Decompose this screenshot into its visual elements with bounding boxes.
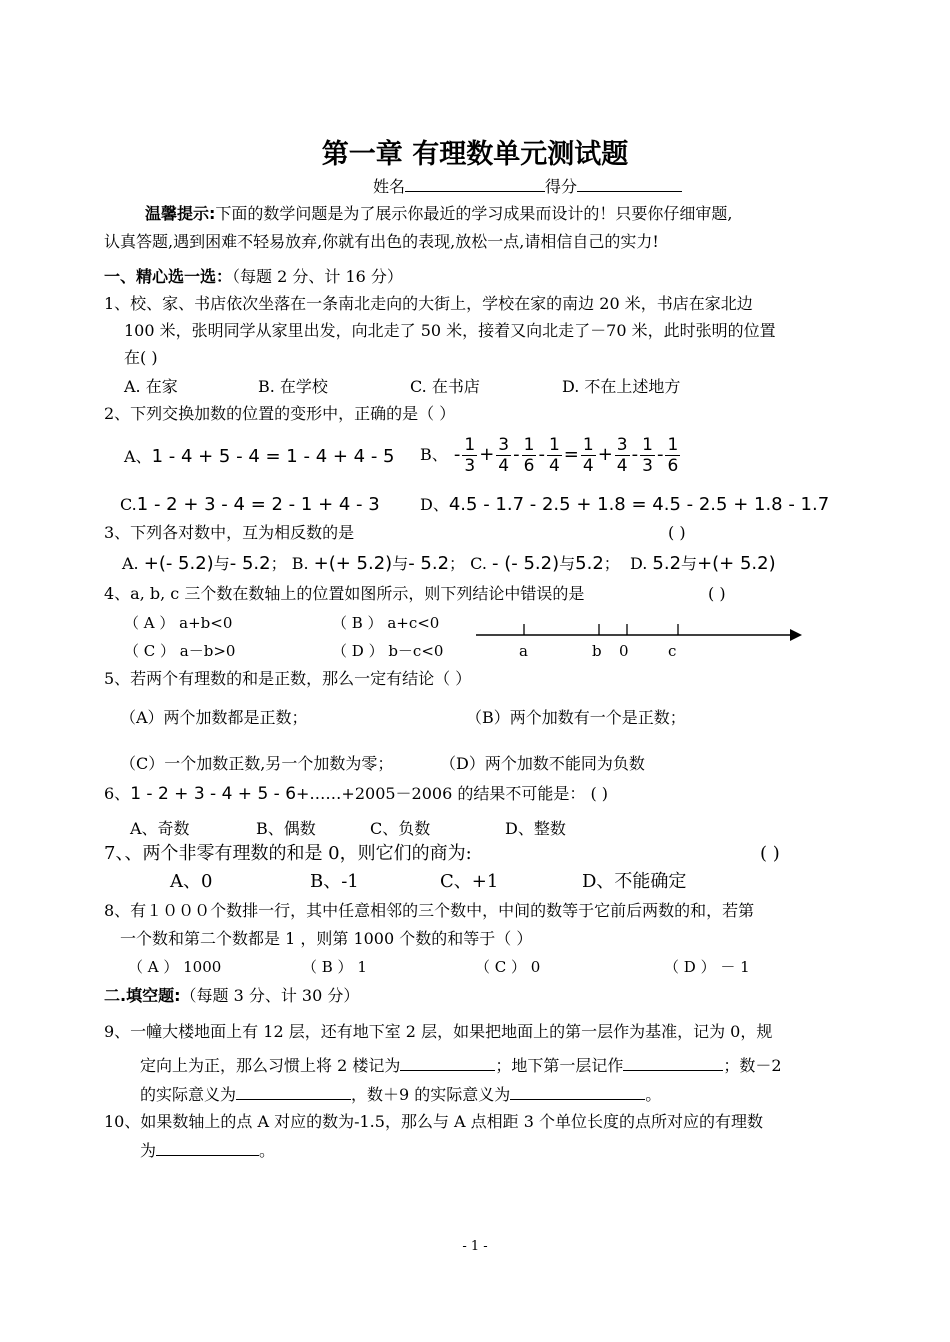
- q7-option-a[interactable]: A、0: [170, 871, 213, 892]
- fraction-numerator: 1: [667, 435, 679, 455]
- name-blank[interactable]: [405, 175, 545, 192]
- q2-option-d[interactable]: [420, 494, 829, 516]
- q9-line-1: 9、一幢大楼地面上有 12 层，还有地下室 2 层，如果把地面上的第一层作为基准，记为 0，规: [104, 1022, 773, 1041]
- q6-option-d[interactable]: D、整数: [505, 819, 566, 838]
- q2-option-b[interactable]: [420, 430, 681, 480]
- q4-stem: 4、a, b, c 三个数在数轴上的位置如图所示，则下列结论中错误的是: [104, 584, 585, 603]
- q8-line-1: 8、有１０００个数排一行，其中任意相邻的三个数中，中间的数等于它前后两数的和，若第: [104, 901, 755, 920]
- fraction-numerator: 1: [642, 435, 653, 455]
- q2-b-fraction: [547, 435, 562, 476]
- page-number: - 1 -: [462, 1239, 488, 1254]
- q2-b-fraction: [665, 435, 680, 476]
- q2-d-expr: 4.5 - 1.7 - 2.5 + 1.8 = 4.5 - 2.5 + 1.8 - 1.7: [448, 494, 830, 515]
- q3-stem: 3、下列各对数中，互为相反数的是: [104, 523, 355, 542]
- fraction-numerator: 1: [548, 435, 560, 455]
- q9-blank-3[interactable]: [236, 1083, 351, 1100]
- q10-line-1: 10、如果数轴上的点 A 对应的数为-1.5，那么与 A 点相距 3 个单位长度的点所对应的有理数: [104, 1112, 764, 1131]
- section-1-note: （每题 2 分、计 16 分）: [232, 267, 403, 286]
- q5-stem: 5、若两个有理数的和是正数，那么一定有结论（ ）: [104, 669, 472, 688]
- fraction-denominator: 6: [523, 456, 535, 476]
- axis-label-a: a: [519, 642, 528, 660]
- q2-b-label: B、: [420, 445, 448, 464]
- fraction-denominator: 4: [548, 456, 560, 476]
- q5-option-c[interactable]: （C）一个加数正数,另一个加数为零；: [120, 754, 394, 773]
- axis-label-c: c: [668, 642, 677, 660]
- q3-sep-3: ；: [603, 554, 620, 573]
- q2-b-operator: -: [538, 444, 545, 465]
- q1-line-1: 1、校、家、书店依次坐落在一条南北走向的大街上，学校在家的南边 20 米，书店在家北边: [104, 294, 753, 313]
- q4-option-a[interactable]: （ A ） a+b<0: [124, 614, 233, 632]
- q7-stem: 7、、两个非零有理数的和是 0，则它们的商为:: [104, 843, 472, 864]
- q3-a-expr2: - 5.2: [229, 553, 271, 574]
- q9-text-3b: ，数＋9 的实际意义为: [351, 1085, 511, 1104]
- fraction-denominator: 3: [464, 456, 476, 476]
- q9-blank-2[interactable]: [623, 1054, 723, 1071]
- q2-c-label: C.: [120, 495, 137, 514]
- q3-d-mid: 与: [681, 554, 698, 573]
- q3-b-expr: +(+ 5.2): [313, 553, 393, 574]
- q10-text-2b: 。: [259, 1141, 276, 1160]
- q3-b-expr2: - 5.2: [408, 553, 450, 574]
- q3-c-mid: 与: [559, 554, 576, 573]
- number-line: [470, 618, 810, 664]
- q3-a-mid: 与: [213, 554, 230, 573]
- q8-option-c[interactable]: （ C ） 0: [475, 958, 541, 976]
- q8-line-2: 一个数和第二个数都是 1 ，则第 1000 个数的和等于（ ）: [120, 929, 533, 948]
- fraction-denominator: 4: [582, 456, 594, 476]
- q3-c-expr: - (- 5.2): [492, 553, 560, 574]
- q6-expr: 1 - 2 + 3 - 4 + 5 - 6: [130, 784, 297, 804]
- q3-a-expr: +(- 5.2): [143, 553, 214, 574]
- fraction-numerator: 3: [498, 435, 510, 455]
- q4-paren: ( ): [708, 584, 726, 603]
- q1-option-d[interactable]: D. 不在上述地方: [562, 377, 681, 396]
- q9-text-2b: ；地下第一层记作: [495, 1056, 624, 1075]
- section-2-title: 二.填空题:: [104, 986, 181, 1005]
- q9-line-3: [140, 1083, 661, 1106]
- q5-option-b[interactable]: （B）两个加数有一个是正数；: [466, 708, 686, 727]
- q2-b-operator: =: [563, 444, 579, 465]
- q2-b-operator: -: [453, 444, 461, 465]
- q1-option-c[interactable]: C. 在书店: [410, 377, 480, 396]
- q2-b-fraction: [462, 435, 477, 476]
- q2-b-fraction: [496, 435, 511, 476]
- name-label: 姓名: [373, 177, 406, 196]
- tip-line-2: 认真答题,遇到困难不轻易放弃,你就有出色的表现,放松一点,请相信自己的实力!: [104, 232, 659, 251]
- q8-option-d[interactable]: （ D ） － 1: [664, 958, 750, 976]
- number-line-arrow-icon: [790, 629, 802, 641]
- q10-line-2: [140, 1139, 275, 1162]
- q3-c-label[interactable]: C.: [470, 554, 487, 573]
- q9-blank-1[interactable]: [400, 1054, 495, 1071]
- q2-b-fraction: [640, 435, 655, 476]
- q9-text-2c: ；数－2: [723, 1056, 782, 1075]
- q4-option-d[interactable]: （ D ） b－c<0: [332, 642, 444, 660]
- q3-b-label[interactable]: B.: [291, 554, 309, 573]
- tip-label: 温馨提示:: [145, 204, 216, 223]
- q7-option-b[interactable]: B、-1: [310, 871, 359, 892]
- q10-text-2a: 为: [140, 1141, 157, 1160]
- q2-b-operator: +: [479, 444, 495, 465]
- tip-line-1: [145, 203, 733, 225]
- q6-option-b[interactable]: B、偶数: [256, 819, 316, 838]
- axis-label-b: b: [592, 642, 602, 660]
- q3-options: [122, 553, 776, 575]
- q2-d-label: D、: [420, 495, 449, 514]
- score-label: 得分: [545, 177, 578, 196]
- name-score-line: [373, 175, 682, 198]
- q2-b-operator: +: [597, 444, 613, 465]
- q2-stem: 2、下列交换加数的位置的变形中，正确的是（ ）: [104, 404, 456, 423]
- section-2-heading: [104, 985, 359, 1007]
- q3-sep-1: ；: [270, 554, 287, 573]
- q2-a-expr: 1 - 4 + 5 - 4 = 1 - 4 + 4 - 5: [151, 446, 395, 467]
- q2-b-operator: -: [631, 444, 639, 465]
- fraction-numerator: 1: [582, 435, 594, 455]
- q3-c-expr2: 5.2: [575, 553, 604, 574]
- fraction-denominator: 6: [667, 456, 679, 476]
- q7-option-d[interactable]: D、不能确定: [582, 871, 687, 892]
- q2-option-c[interactable]: [120, 494, 380, 516]
- q2-b-fraction: [581, 435, 596, 476]
- q2-a-label: A、: [124, 447, 152, 466]
- q3-sep-2: ；: [449, 554, 466, 573]
- section-1-heading: [104, 266, 403, 288]
- fraction-numerator: 1: [464, 435, 476, 455]
- q2-c-expr: 1 - 2 + 3 - 4 = 2 - 1 + 4 - 3: [136, 494, 380, 515]
- q5-option-a[interactable]: （A）两个加数都是正数；: [120, 708, 308, 727]
- score-blank[interactable]: [577, 175, 682, 192]
- q9-text-3c: 。: [645, 1085, 662, 1104]
- q9-blank-4[interactable]: [510, 1083, 645, 1100]
- q5-option-d[interactable]: （D）两个加数不能同为负数: [440, 754, 645, 773]
- q1-line-3: 在( ): [124, 348, 158, 367]
- q2-option-a[interactable]: [124, 446, 395, 468]
- q8-option-b[interactable]: （ B ） 1: [302, 958, 367, 976]
- fraction-denominator: 4: [616, 456, 628, 476]
- q3-paren: ( ): [668, 523, 686, 542]
- axis-label-zero: 0: [619, 642, 629, 660]
- q6-option-c[interactable]: C、负数: [370, 819, 431, 838]
- q8-option-a[interactable]: （ A ） 1000: [128, 958, 222, 976]
- q7-paren: ( ): [760, 843, 780, 864]
- page-title: 第一章 有理数单元测试题: [321, 139, 629, 170]
- q9-line-2: [140, 1054, 782, 1077]
- q3-a-label[interactable]: A.: [122, 554, 139, 573]
- q10-blank[interactable]: [156, 1139, 259, 1156]
- fraction-numerator: 1: [523, 435, 535, 455]
- q9-text-2a: 定向上为正，那么习惯上将 2 楼记为: [140, 1056, 401, 1075]
- q2-b-fraction: [615, 435, 630, 476]
- q3-d-expr2: +(+ 5.2): [697, 553, 776, 574]
- section-1-title: 一、精心选一选：: [104, 267, 233, 286]
- q4-option-c[interactable]: （ C ） a－b>0: [124, 642, 236, 660]
- q3-d-expr: 5.2: [652, 553, 682, 574]
- q1-option-a[interactable]: A. 在家: [124, 377, 178, 396]
- q2-b-fraction: [522, 435, 537, 476]
- q6-rest: +……+2005－2006 的结果不可能是： ( ): [296, 784, 609, 803]
- q9-text-3a: 的实际意义为: [140, 1085, 237, 1104]
- section-2-note: （每题 3 分、计 30 分）: [180, 986, 360, 1005]
- q1-option-b[interactable]: B. 在学校: [258, 377, 328, 396]
- q3-d-label[interactable]: D.: [629, 554, 648, 573]
- q6-stem: [104, 783, 608, 805]
- tip-text-1: 下面的数学问题是为了展示你最近的学习成果而设计的！只要你仔细审题,: [215, 204, 733, 223]
- fraction-denominator: 3: [642, 456, 653, 476]
- q7-option-c[interactable]: C、+1: [440, 871, 499, 892]
- q6-option-a[interactable]: A、奇数: [130, 819, 190, 838]
- q1-line-2: 100 米，张明同学从家里出发，向北走了 50 米，接着又向北走了－70 米，此时张明的位置: [124, 321, 776, 340]
- q3-b-mid: 与: [392, 554, 409, 573]
- q6-prefix: 6、: [104, 784, 131, 803]
- q2-b-expr: [453, 435, 681, 476]
- fraction-denominator: 4: [498, 456, 510, 476]
- q4-option-b[interactable]: （ B ） a+c<0: [332, 614, 440, 632]
- q2-b-operator: -: [656, 444, 664, 465]
- q2-b-operator: -: [513, 444, 520, 465]
- fraction-numerator: 3: [616, 435, 628, 455]
